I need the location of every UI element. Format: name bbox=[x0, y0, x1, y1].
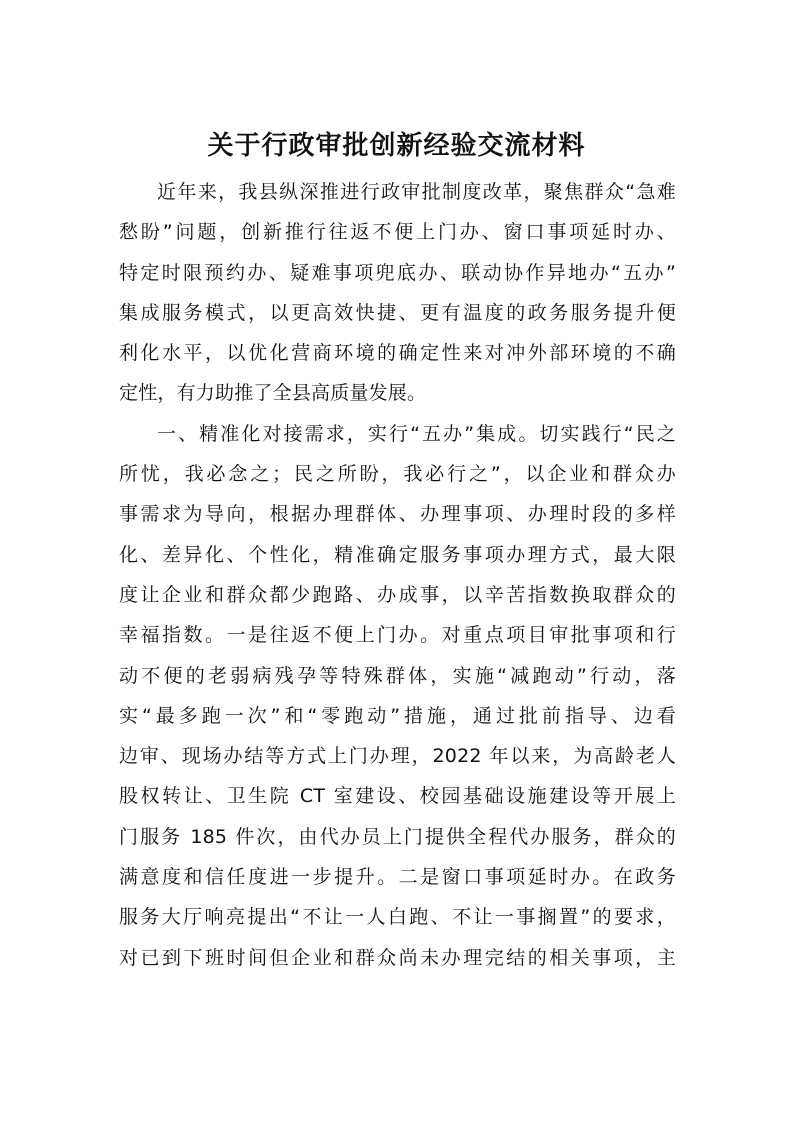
body-line: 近年来，我县纵深推进行政审批制度改革，聚焦群众“急难 bbox=[157, 181, 676, 203]
body-line: 一、精准化对接需求，实行“五办”集成。切实践行“民之 bbox=[157, 422, 676, 445]
body-line: 所忧，我必念之；民之所盼，我必行之”，以企业和群众办 bbox=[119, 463, 676, 486]
body-line: 幸福指数。一是往返不便上门办。对重点项目审批事项和行 bbox=[119, 624, 676, 647]
body-line: 度让企业和群众都少跑路、办成事，以辛苦指数换取群众的 bbox=[119, 583, 676, 606]
body-line: 事需求为导向，根据办理群体、办理事项、办理时段的多样 bbox=[119, 503, 676, 526]
body-line: 集成服务模式，以更高效快捷、更有温度的政务服务提升便 bbox=[119, 301, 676, 324]
body-line: 定性，有力助推了全县高质量发展。 bbox=[119, 382, 427, 405]
document-body bbox=[119, 172, 676, 978]
body-line: 边审、现场办结等方式上门办理，2022 年以来，为高龄老人 bbox=[119, 745, 676, 768]
body-line: 服务大厅响亮提出“不让一人白跑、不让一事搁置”的要求， bbox=[119, 906, 676, 929]
body-line: 实“最多跑一次”和“零跑动”措施，通过批前指导、边看 bbox=[119, 704, 676, 727]
body-line: 特定时限预约办、疑难事项兜底办、联动协作异地办“五办” bbox=[119, 261, 676, 284]
body-line: 满意度和信任度进一步提升。二是窗口事项延时办。在政务 bbox=[119, 866, 676, 889]
body-line: 化、差异化、个性化，精准确定服务事项办理方式，最大限 bbox=[119, 543, 676, 566]
document-title: 关于行政审批创新经验交流材料 bbox=[207, 131, 586, 161]
body-line: 利化水平，以优化营商环境的确定性来对冲外部环境的不确 bbox=[119, 342, 676, 365]
body-line: 门服务 185 件次，由代办员上门提供全程代办服务，群众的 bbox=[119, 825, 676, 848]
body-line: 愁盼”问题，创新推行往返不便上门办、窗口事项延时办、 bbox=[119, 221, 676, 244]
body-line: 股权转让、卫生院 CT 室建设、校园基础设施建设等开展上 bbox=[119, 785, 676, 808]
body-line: 动不便的老弱病残孕等特殊群体，实施“减跑动”行动，落 bbox=[119, 664, 676, 687]
body-line: 对已到下班时间但企业和群众尚未办理完结的相关事项，主 bbox=[119, 946, 676, 969]
